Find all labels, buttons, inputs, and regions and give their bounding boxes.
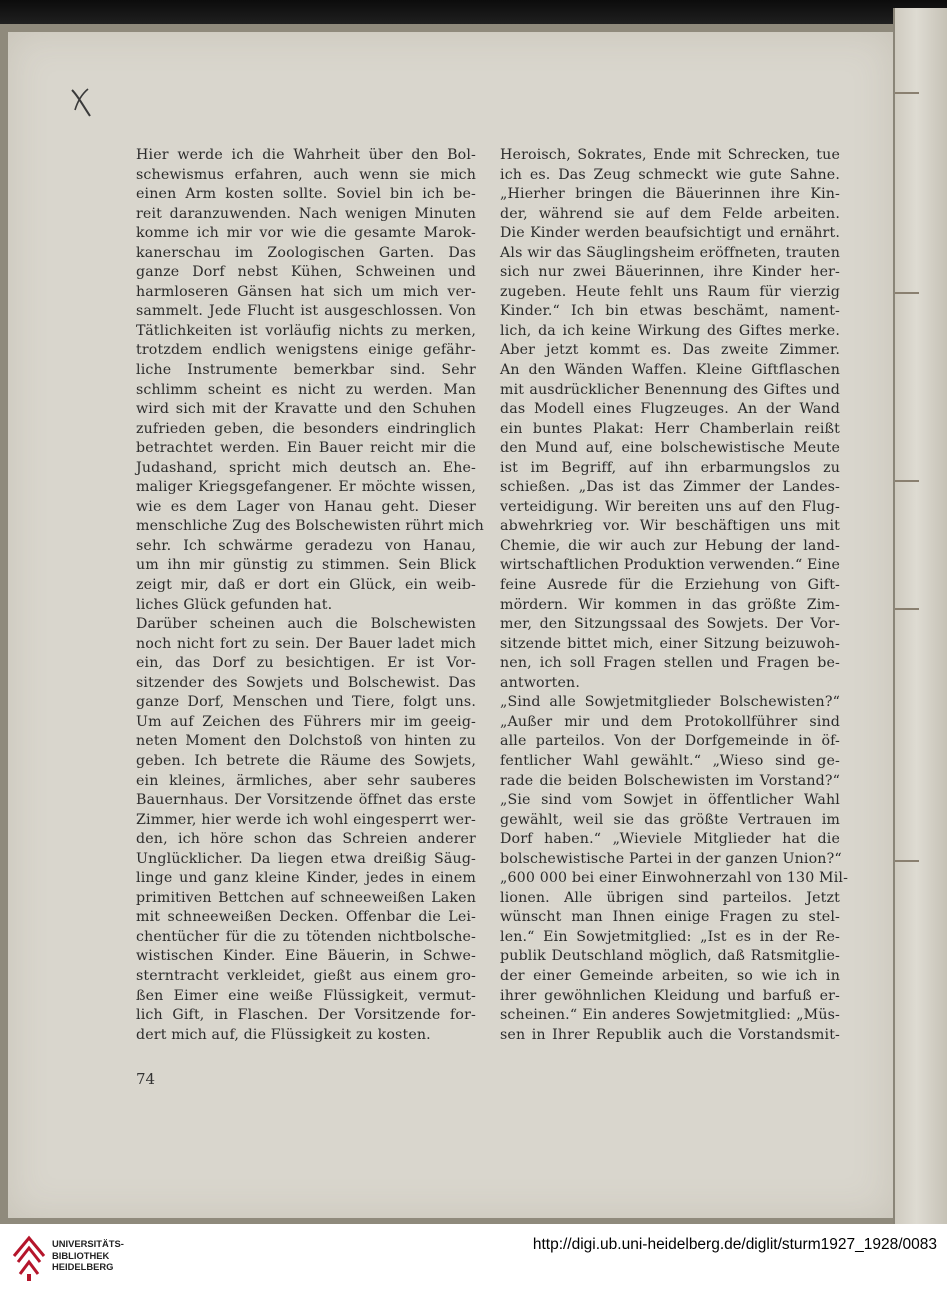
text-line: An den Wänden Waffen. Kleine Giftflaschen bbox=[500, 362, 840, 379]
text-line: Judashand, spricht mich deutsch an. Ehe- bbox=[136, 459, 476, 476]
page-number: 74 bbox=[136, 1070, 156, 1088]
text-line: schießen. „Das ist das Zimmer der Landes- bbox=[500, 479, 840, 496]
text-line: Die Kinder werden beaufsichtigt und ernährt. bbox=[500, 225, 840, 242]
text-line: ganze Dorf nebst Kühen, Schweinen und bbox=[136, 264, 476, 281]
text-line: Aber jetzt kommt es. Das zweite Zimmer. bbox=[500, 342, 840, 359]
text-line: Tätlichkeiten ist vorläufig nichts zu merken, bbox=[136, 322, 476, 339]
text-line: sitzender des Sowjets und Bolschewist. Das bbox=[136, 674, 476, 691]
text-line: linge und ganz kleine Kinder, jedes in einem bbox=[136, 870, 476, 887]
footer-bar bbox=[0, 1224, 947, 1291]
library-name-line: UNIVERSITÄTS- bbox=[52, 1238, 124, 1249]
text-line: lich Gift, in Flaschen. Der Vorsitzende for- bbox=[136, 1007, 476, 1024]
text-line: ganze Dorf, Menschen und Tiere, folgt uns. bbox=[136, 694, 476, 711]
text-line: ist im Begriff, auf ihn erbarmungslos zu bbox=[500, 459, 840, 476]
text-line: gewählt, weil sie das größte Vertrauen im bbox=[500, 811, 840, 828]
text-line: Um auf Zeichen des Führers mir im geeig- bbox=[136, 713, 476, 730]
text-line: Bauernhaus. Der Vorsitzende öffnet das erste bbox=[136, 792, 476, 809]
margin-mark bbox=[895, 480, 919, 482]
library-logo-icon bbox=[12, 1232, 46, 1282]
text-line: noch nicht fort zu sein. Der Bauer ladet mich bbox=[136, 635, 476, 652]
text-line: schlimm scheint es nicht zu werden. Man bbox=[136, 381, 476, 398]
text-line: komme ich mir vor wie die gesamte Marok- bbox=[136, 225, 476, 242]
text-line: den Mund auf, eine bolschewistische Meute bbox=[500, 440, 840, 457]
text-line: wünscht man Ihnen einige Fragen zu stel- bbox=[500, 909, 840, 926]
text-line: sammelt. Jede Flucht ist ausgeschlossen. Von bbox=[136, 303, 476, 320]
text-line: scheinen.“ Ein anderes Sowjetmitglied: „Müs- bbox=[500, 1007, 840, 1024]
text-line: den, ich höre schon das Schreien anderer bbox=[136, 831, 476, 848]
text-line: wird sich mit der Kravatte und den Schuhen bbox=[136, 401, 476, 418]
text-line: das Modell eines Flugzeuges. An der Wand bbox=[500, 401, 840, 418]
text-line: publik Deutschland möglich, daß Ratsmitglie- bbox=[500, 948, 840, 965]
text-line: mit ausdrücklicher Benennung des Giftes und bbox=[500, 381, 840, 398]
text-line: primitiven Bettchen auf schneeweißen Laken bbox=[136, 889, 476, 906]
text-line: fentlicher Wahl gewählt.“ „Wieso sind ge- bbox=[500, 752, 840, 769]
text-line: sitzende bittet mich, einer Sitzung beizuwoh- bbox=[500, 635, 840, 652]
text-line: nen, ich soll Fragen stellen und Fragen be- bbox=[500, 655, 840, 672]
text-column-left bbox=[136, 146, 484, 1045]
text-line: liche Instrumente bemerkbar sind. Sehr bbox=[136, 362, 476, 379]
text-line: sich nur zwei Bäuerinnen, ihre Kinder her- bbox=[500, 264, 840, 281]
text-line: mer, den Sitzungssaal des Sowjets. Der Vor- bbox=[500, 616, 840, 633]
text-line: betrachtet werden. Ein Bauer reicht mir die bbox=[136, 440, 476, 457]
text-line: ich es. Das Zeug schmeckt wie gute Sahne. bbox=[500, 166, 840, 183]
margin-mark bbox=[895, 292, 919, 294]
text-line: sehr. Ich schwärme geradezu von Hanau, bbox=[136, 537, 476, 554]
text-line: Zimmer, hier werde ich wohl eingesperrt wer- bbox=[136, 811, 476, 828]
pencil-mark-icon bbox=[66, 86, 96, 120]
text-line: chentücher für die zu tötenden nichtbolsche- bbox=[136, 928, 476, 945]
text-line: der, während sie auf dem Felde arbeiten. bbox=[500, 205, 840, 222]
text-line: Heroisch, Sokrates, Ende mit Schrecken, tue bbox=[500, 147, 840, 163]
library-name-line: BIBLIOTHEK bbox=[52, 1249, 110, 1261]
text-line: Chemie, die wir auch zur Hebung der land- bbox=[500, 537, 840, 554]
text-line: harmloseren Gänsen hat sich um mich ver- bbox=[136, 283, 476, 300]
text-column-right bbox=[500, 146, 849, 1045]
text-line: Als wir das Säuglingsheim eröffneten, trauten bbox=[500, 244, 840, 261]
text-line: „Außer mir und dem Protokollführer sind bbox=[500, 713, 840, 730]
text-line: Kinder.“ Ich bin etwas beschämt, nament- bbox=[500, 303, 840, 320]
text-line: einen Arm kosten sollte. Soviel bin ich be- bbox=[136, 186, 476, 203]
text-line: ein, das Dorf zu besichtigen. Er ist Vor- bbox=[136, 655, 476, 672]
source-url-link[interactable]: http://digi.ub.uni-heidelberg.de/diglit/sturm1927_1928/0083 bbox=[532, 1236, 937, 1253]
text-line: mit schneeweißen Decken. Offenbar die Lei- bbox=[136, 909, 476, 926]
text-line: ein buntes Plakat: Herr Chamberlain reißt bbox=[500, 420, 840, 437]
text-line: zeigt mir, daß er dort ein Glück, ein weib- bbox=[136, 577, 476, 594]
text-line: wie es dem Lager von Hanau geht. Dieser bbox=[136, 498, 476, 515]
text-line: feine Ausrede für die Erziehung von Gift- bbox=[500, 577, 840, 594]
text-line: wistischen Kinder. Eine Bäuerin, in Schwe- bbox=[136, 948, 476, 965]
text-line: ein kleines, ärmliches, aber sehr sauberes bbox=[136, 772, 476, 789]
text-line: liches Glück gefunden hat. bbox=[136, 596, 333, 613]
text-line: verteidigung. Wir bereiten uns auf den Flug- bbox=[500, 498, 840, 515]
text-line: um ihn mir günstig zu stimmen. Sein Blick bbox=[136, 557, 476, 574]
text-line: bolschewistische Partei in der ganzen Union?“ bbox=[500, 850, 842, 867]
text-line: rade die beiden Bolschewisten im Vorstand?“ bbox=[500, 772, 840, 789]
text-line: ßen Eimer eine weiße Flüssigkeit, vermut- bbox=[136, 987, 476, 1004]
text-line: neten Moment den Dolchstoß von hinten zu bbox=[136, 733, 476, 750]
text-line: schewismus erfahren, auch wenn sie mich bbox=[136, 166, 476, 183]
text-line: zugeben. Heute fehlt uns Raum für vierzig bbox=[500, 283, 840, 300]
text-line: geben. Ich betrete die Räume des Sowjets, bbox=[136, 752, 476, 769]
text-line: kanerschau im Zoologischen Garten. Das bbox=[136, 244, 476, 261]
text-line: „Hierher bringen die Bäuerinnen ihre Kin- bbox=[500, 186, 840, 203]
text-line: ihrer gewöhnlichen Kleidung und barfuß er- bbox=[500, 987, 840, 1004]
text-line: alle parteilos. Von der Dorfgemeinde in öf- bbox=[500, 733, 840, 750]
text-line: abwehrkrieg vor. Wir beschäftigen uns mit bbox=[500, 518, 840, 535]
library-name bbox=[52, 1238, 124, 1273]
text-line: reit daranzuwenden. Nach wenigen Minuten bbox=[136, 205, 476, 222]
text-line: Darüber scheinen auch die Bolschewisten bbox=[136, 616, 476, 633]
text-line: Unglücklicher. Da liegen etwa dreißig Säug- bbox=[136, 850, 476, 867]
text-line: dert mich auf, die Flüssigkeit zu kosten. bbox=[136, 1026, 431, 1043]
margin-mark bbox=[895, 92, 919, 94]
text-line: sterntracht verkleidet, gießt aus einem gro- bbox=[136, 967, 476, 984]
text-line: „Sind alle Sowjetmitglieder Bolschewisten?“ bbox=[500, 694, 840, 711]
margin-mark bbox=[895, 860, 919, 862]
next-page-edge bbox=[893, 8, 947, 1224]
text-line: menschliche Zug des Bolschewisten rührt mich bbox=[136, 518, 484, 535]
text-line: maliger Kriegsgefangener. Er möchte wissen, bbox=[136, 479, 476, 496]
text-line: „Sie sind vom Sowjet in öffentlicher Wahl bbox=[500, 792, 840, 809]
text-line: antworten. bbox=[500, 674, 581, 691]
library-name-line: HEIDELBERG bbox=[52, 1261, 114, 1272]
text-line: len.“ Ein Sowjetmitglied: „Ist es in der Re- bbox=[500, 928, 840, 945]
margin-mark bbox=[895, 608, 919, 610]
text-line: wirtschaftlichen Produktion verwenden.“ Eine bbox=[500, 557, 841, 574]
text-line: der einer Gemeinde arbeiten, so wie ich in bbox=[500, 967, 840, 984]
text-line: lionen. Alle übrigen sind parteilos. Jetzt bbox=[500, 889, 840, 906]
text-line: trotzdem endlich wenigstens einige gefähr- bbox=[136, 342, 476, 359]
text-line: Hier werde ich die Wahrheit über den Bol- bbox=[136, 147, 476, 163]
text-line: zufrieden geben, die besonders eindringlich bbox=[136, 420, 476, 437]
text-line: mördern. Wir kommen in das größte Zim- bbox=[500, 596, 840, 613]
text-line: „600 000 bei einer Einwohnerzahl von 130 Mil- bbox=[500, 870, 849, 887]
text-line: Dorf haben.“ „Wieviele Mitglieder hat die bbox=[500, 831, 840, 848]
text-line: lich, da ich keine Wirkung des Giftes merke. bbox=[500, 322, 840, 339]
text-line: sen in Ihrer Republik auch die Vorstandsmit- bbox=[500, 1026, 840, 1043]
